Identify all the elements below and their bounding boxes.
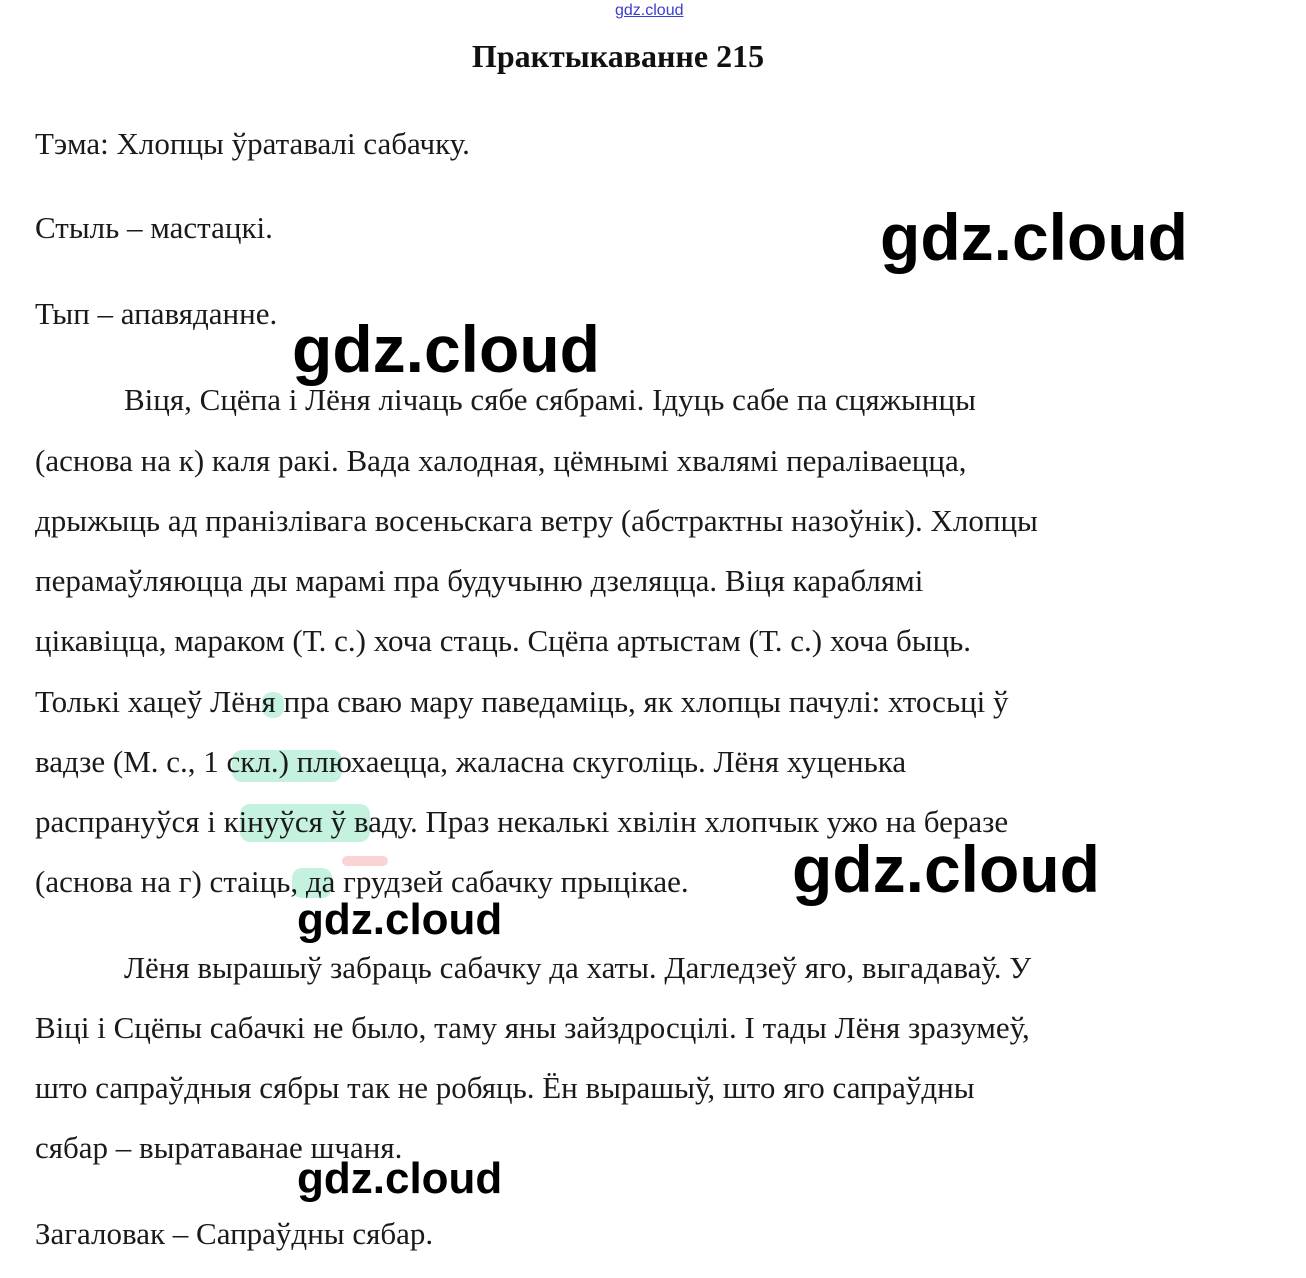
paragraph1-line: вадзе (М. с., 1 скл.) плюхаецца, жаласна скуголіць. Лёня хуценька <box>35 744 907 779</box>
watermark: gdz.cloud <box>292 312 600 386</box>
watermark: gdz.cloud <box>297 895 503 944</box>
paragraph1-line: цікавіцца, мараком (Т. с.) хоча стаць. Сцёпа артыстам (Т. с.) хоча быць. <box>35 623 972 658</box>
paragraph1-line: перамаўляюцца ды марамі пра будучыню дзеляцца. Віця караблямі <box>35 563 924 598</box>
paragraph1-line: Віця, Сцёпа і Лёня лічаць сябе сябрамі. Ідуць сабе па сцяжынцы <box>124 382 976 417</box>
paragraph1-line: (аснова на к) каля ракі. Вада халодная, цёмнымі хвалямі пераліваецца, <box>35 443 967 478</box>
heading-line: Загаловак – Сапраўдны сябар. <box>35 1216 434 1251</box>
paragraph1-line: (аснова на г) стаіць, да грудзей сабачку прыцікае. <box>35 864 689 899</box>
watermark: gdz.cloud <box>297 1154 503 1203</box>
paragraph2-line: сябар – выратаванае шчаня. <box>35 1130 403 1165</box>
watermark: gdz.cloud <box>792 832 1100 906</box>
paragraph1-line: распрануўся і кінуўся ў ваду. Праз некалькі хвілін хлопчык ужо на беразе <box>35 804 1009 839</box>
watermark: gdz.cloud <box>880 200 1188 274</box>
paragraph1-line: Толькі хацеў Лёня пра сваю мару паведаміць, як хлопцы пачулі: хтосьці ў <box>35 684 1009 719</box>
paragraph1-line: дрыжыць ад пранізлівага восеньскага ветру (абстрактны назоўнік). Хлопцы <box>35 503 1038 538</box>
paragraph2-line: што сапраўдныя сябры так не робяць. Ён вырашыў, што яго сапраўдны <box>35 1070 975 1105</box>
paragraph2-line: Віці і Сцёпы сабачкі не было, таму яны зайздросцілі. І тады Лёня зразумеў, <box>35 1010 1030 1045</box>
page-title: Практыкаванне 215 <box>471 38 765 74</box>
paragraph2-line: Лёня вырашыў забраць сабачку да хаты. Дагледзеў яго, выгадаваў. У <box>124 950 1032 985</box>
type-line: Тып – апавяданне. <box>35 296 278 331</box>
header-link[interactable]: gdz.cloud <box>615 2 684 19</box>
theme-line: Тэма: Хлопцы ўратавалі сабачку. <box>35 126 470 161</box>
style-line: Стыль – мастацкі. <box>35 210 273 245</box>
